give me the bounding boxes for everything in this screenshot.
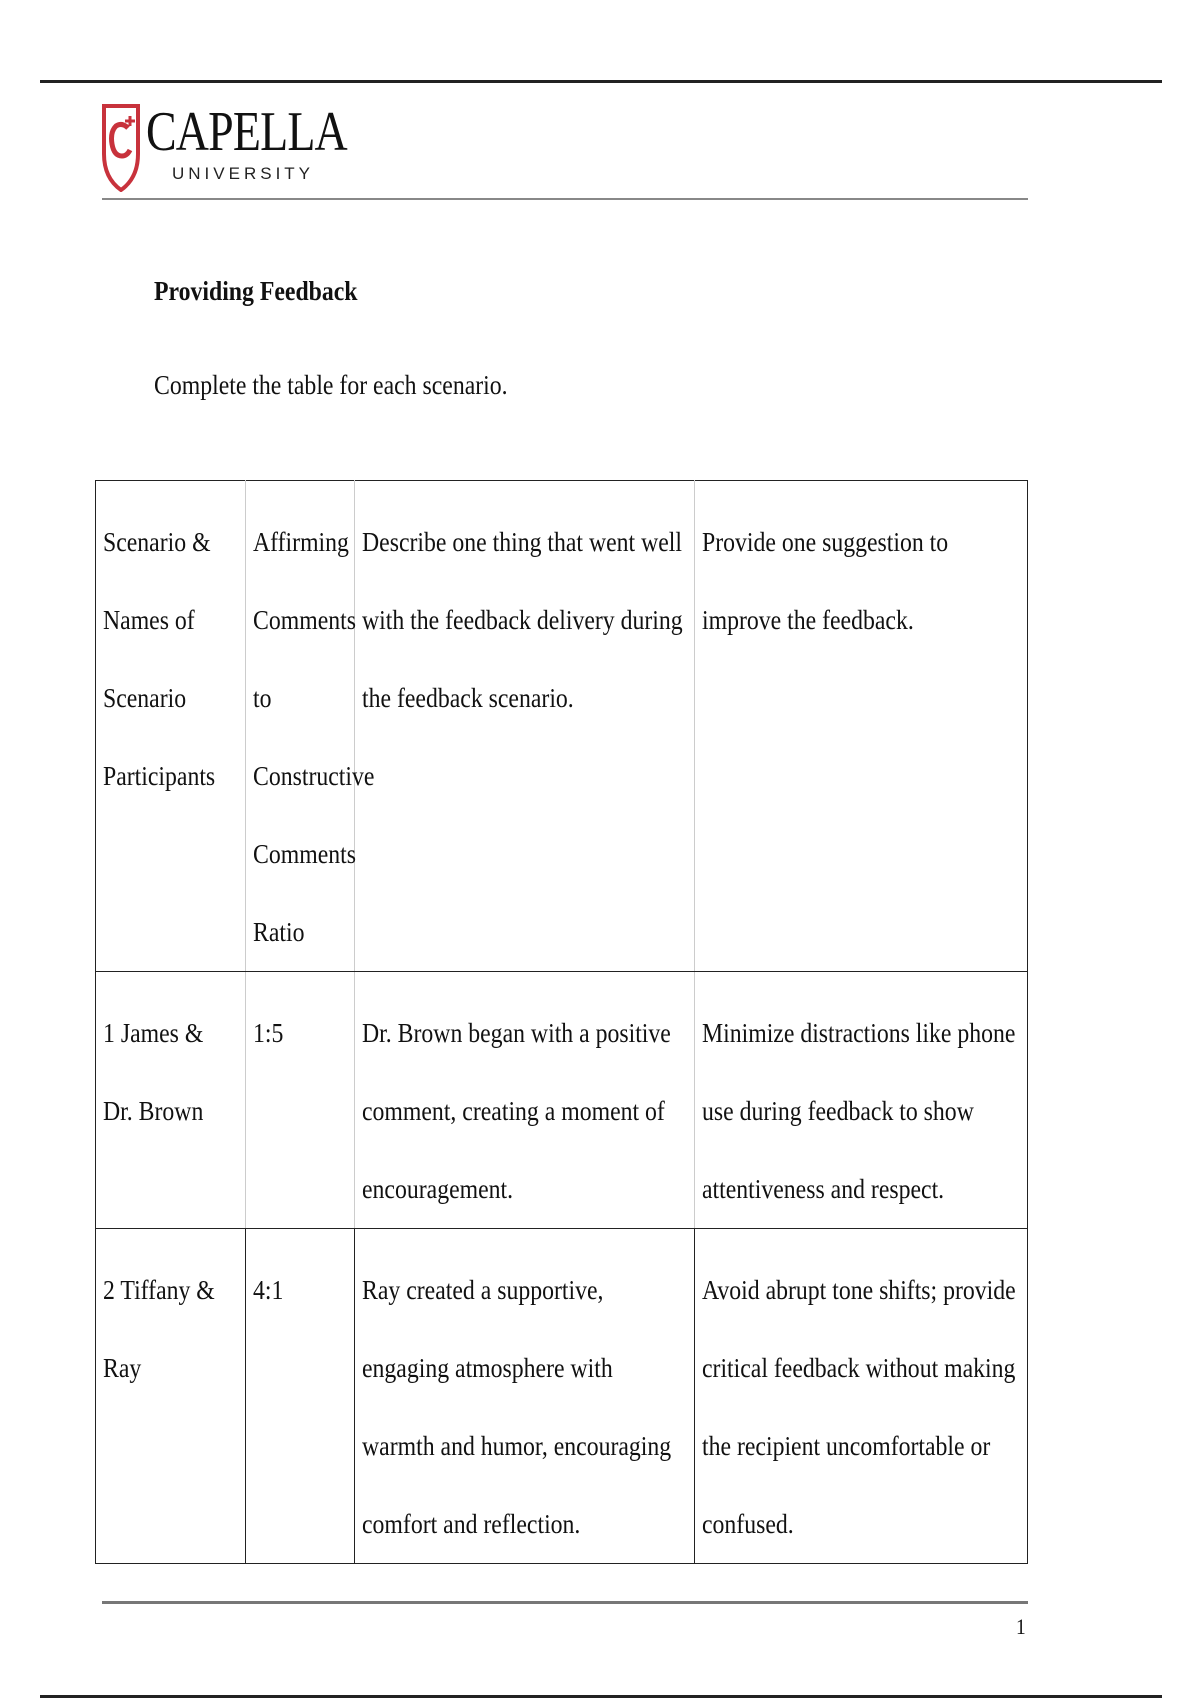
table-row bbox=[96, 972, 1028, 1229]
header-cell-scenario: Scenario & Names of Scenario Participants bbox=[96, 481, 246, 972]
cell-scenario: 2 Tiffany & Ray bbox=[96, 1229, 246, 1564]
footer-rule bbox=[102, 1601, 1028, 1604]
document-title: Providing Feedback bbox=[154, 276, 358, 306]
cell-went-well: Ray created a supportive, engaging atmosphere with warmth and humor, encouraging comfort and reflection. bbox=[355, 1229, 695, 1564]
top-page-rule bbox=[40, 80, 1162, 83]
table-row bbox=[96, 1229, 1028, 1564]
header-cell-ratio: Affirming Comments to Constructive Comments Ratio bbox=[246, 481, 355, 972]
capella-logo bbox=[102, 100, 347, 192]
feedback-table bbox=[95, 480, 1028, 1564]
table-header-row bbox=[96, 481, 1028, 972]
cell-suggestion: Avoid abrupt tone shifts; provide critical feedback without making the recipient uncomfortable or confused. bbox=[695, 1229, 1028, 1564]
header-cell-went-well: Describe one thing that went well with the feedback delivery during the feedback scenario. bbox=[355, 481, 695, 972]
cell-scenario: 1 James & Dr. Brown bbox=[96, 972, 246, 1229]
cell-ratio: 4:1 bbox=[246, 1229, 355, 1564]
shield-icon bbox=[102, 102, 140, 192]
logo-subtitle: UNIVERSITY bbox=[172, 164, 315, 183]
cell-went-well: Dr. Brown began with a positive comment, creating a moment of encouragement. bbox=[355, 972, 695, 1229]
instructions-text: Complete the table for each scenario. bbox=[154, 370, 508, 400]
bottom-page-rule bbox=[40, 1695, 1162, 1698]
cell-suggestion: Minimize distractions like phone use during feedback to show attentiveness and respect. bbox=[695, 972, 1028, 1229]
header-cell-suggestion: Provide one suggestion to improve the feedback. bbox=[695, 481, 1028, 972]
header-rule bbox=[102, 198, 1028, 200]
page-number: 1 bbox=[1016, 1614, 1026, 1639]
cell-ratio: 1:5 bbox=[246, 972, 355, 1229]
logo-wordmark: CAPELLA bbox=[146, 101, 347, 163]
